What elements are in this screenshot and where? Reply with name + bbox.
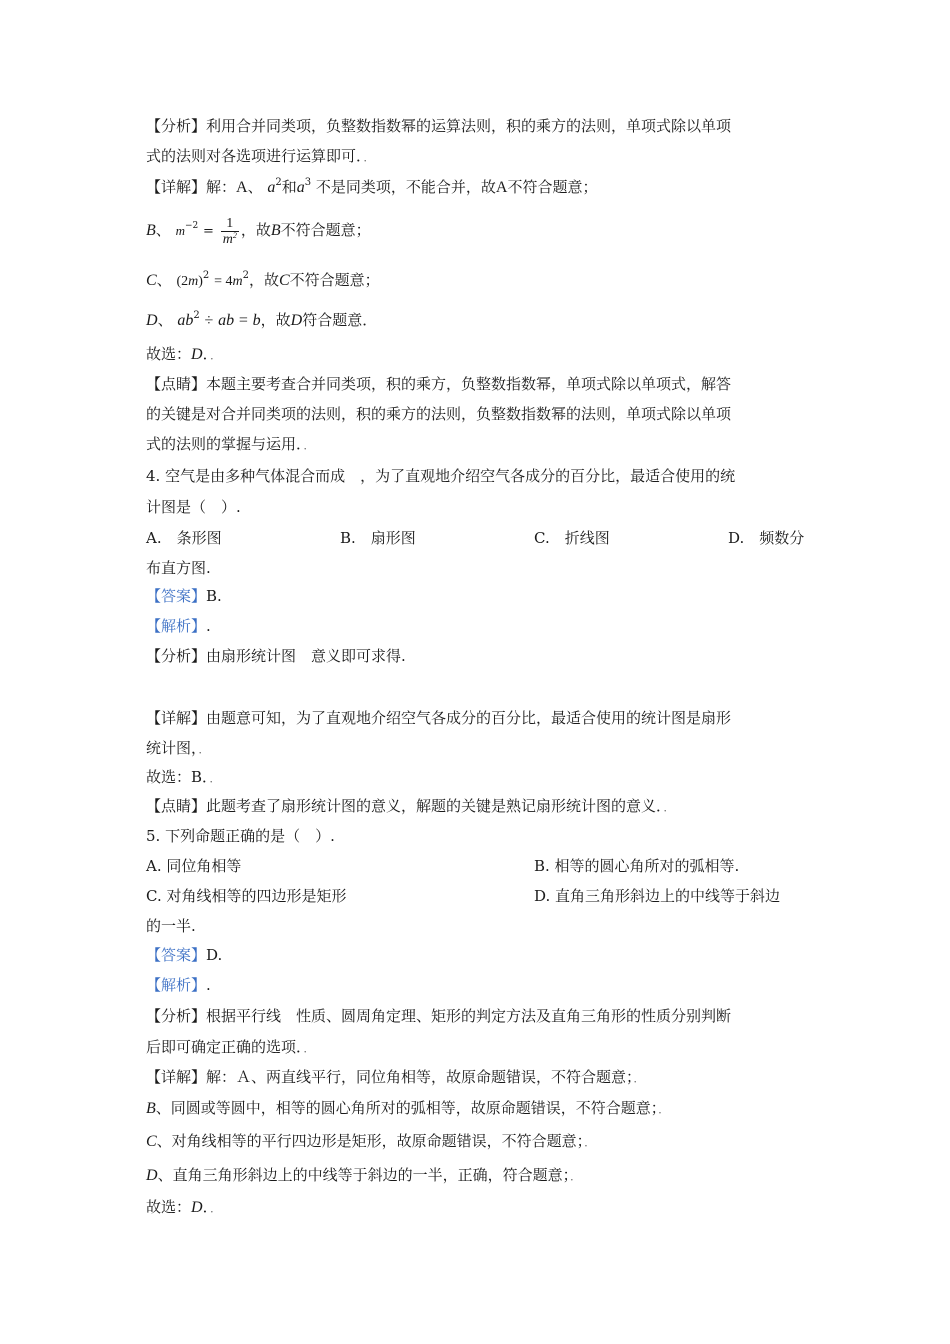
fraction-1-over-m2: $\frac{1}{m^2}$ <box>222 215 237 247</box>
q5-option-a: A. 同位角相等 <box>146 857 242 875</box>
q4-stem-line2: 计图是（ ）. <box>146 498 241 516</box>
q4-stem-line1: 4. 空气是由多种气体混合而成 ，为了直观地介绍空气各成分的百分比，最适合使用的统 <box>146 467 736 485</box>
q3-comment-line3: 式的法则的掌握与运用．． <box>146 435 315 453</box>
q4-detail-line2: 统计图，． <box>146 739 210 757</box>
q3-detail-b: B、 $m^{-2}$ = $\frac{1}{m^2}$ ，故B不符合题意； <box>146 215 371 247</box>
q5-option-b: B. 相等的圆心角所对的弧相等. <box>534 857 740 875</box>
q3-analysis-line1: 【分析】利用合并同类项，负整数指数幂的运算法则，积的乘方的法则，单项式除以单项 <box>146 117 732 135</box>
q5-detail-b: B、同圆或等圆中，相等的圆心角所对的弧相等，故原命题错误，不符合题意；． <box>146 1099 670 1117</box>
q5-option-d-cont: 的一半. <box>146 917 196 935</box>
q4-comment: 【点睛】此题考查了扇形统计图的意义，解题的关键是熟记扇形统计图的意义．． <box>146 797 675 815</box>
q5-jiexi: 【解析】. <box>146 976 211 994</box>
q4-jiexi: 【解析】. <box>146 617 211 635</box>
q3-comment-line1: 【点睛】本题主要考查合并同类项，积的乘方，负整数指数幂，单项式除以单项式，解答 <box>146 375 732 393</box>
q4-choose: 故选：B．． <box>146 768 221 786</box>
q3-detail-c: C、 $(2m)^2 = 4m^2$，故C不符合题意； <box>146 270 380 289</box>
q3-analysis-line2: 式的法则对各选项进行运算即可．． <box>146 147 375 165</box>
q3-comment-line2: 的关键是对合并同类项的法则，积的乘方的法则，负整数指数幂的法则，单项式除以单项 <box>146 405 732 423</box>
q5-analysis-line2: 后即可确定正确的选项．． <box>146 1038 315 1056</box>
q4-option-b: B. 扇形图 <box>340 529 416 547</box>
q3-detail-d: D、 $ab^2$ ÷ ab = b，故D符合题意． <box>146 310 378 329</box>
q3-choose: 故选：D．． <box>146 345 222 363</box>
q4-options <box>146 528 806 548</box>
q4-option-c: C. 折线图 <box>534 529 610 547</box>
q4-option-d: D. 频数分 <box>728 529 805 547</box>
q5-stem: 5. 下列命题正确的是（ ）. <box>146 827 335 845</box>
q5-option-d: D. 直角三角形斜边上的中线等于斜边 <box>534 887 781 905</box>
q4-option-d-cont: 布直方图. <box>146 559 211 577</box>
q5-option-c: C. 对角线相等的四边形是矩形 <box>146 887 347 905</box>
q4-option-a: A. 条形图 <box>146 529 222 547</box>
q4-detail-line1: 【详解】由题意可知，为了直观地介绍空气各成分的百分比，最适合使用的统计图是扇形 <box>146 709 732 727</box>
q5-detail-a: 【详解】解：Ａ、两直线平行，同位角相等，故原命题错误，不符合题意；． <box>146 1068 645 1086</box>
q5-detail-c: C、对角线相等的平行四边形是矩形，故原命题错误，不符合题意；． <box>146 1132 596 1150</box>
q4-analysis: 【分析】由扇形统计图 意义即可求得. <box>146 647 406 665</box>
q5-choose: 故选：D．． <box>146 1198 222 1216</box>
q5-options-row2 <box>146 886 806 906</box>
q3-detail-a: 【详解】解：A、 $a^2$和$a^3$ 不是同类项，不能合并，故A不符合题意； <box>146 177 598 196</box>
q4-answer: 【答案】B. <box>146 587 222 605</box>
q5-answer: 【答案】D. <box>146 946 223 964</box>
q5-analysis-line1: 【分析】根据平行线 性质、圆周角定理、矩形的判定方法及直角三角形的性质分别判断 <box>146 1007 732 1025</box>
q5-options-row1 <box>146 856 806 876</box>
q5-detail-d: D、直角三角形斜边上的中线等于斜边的一半，正确，符合题意；． <box>146 1166 582 1184</box>
